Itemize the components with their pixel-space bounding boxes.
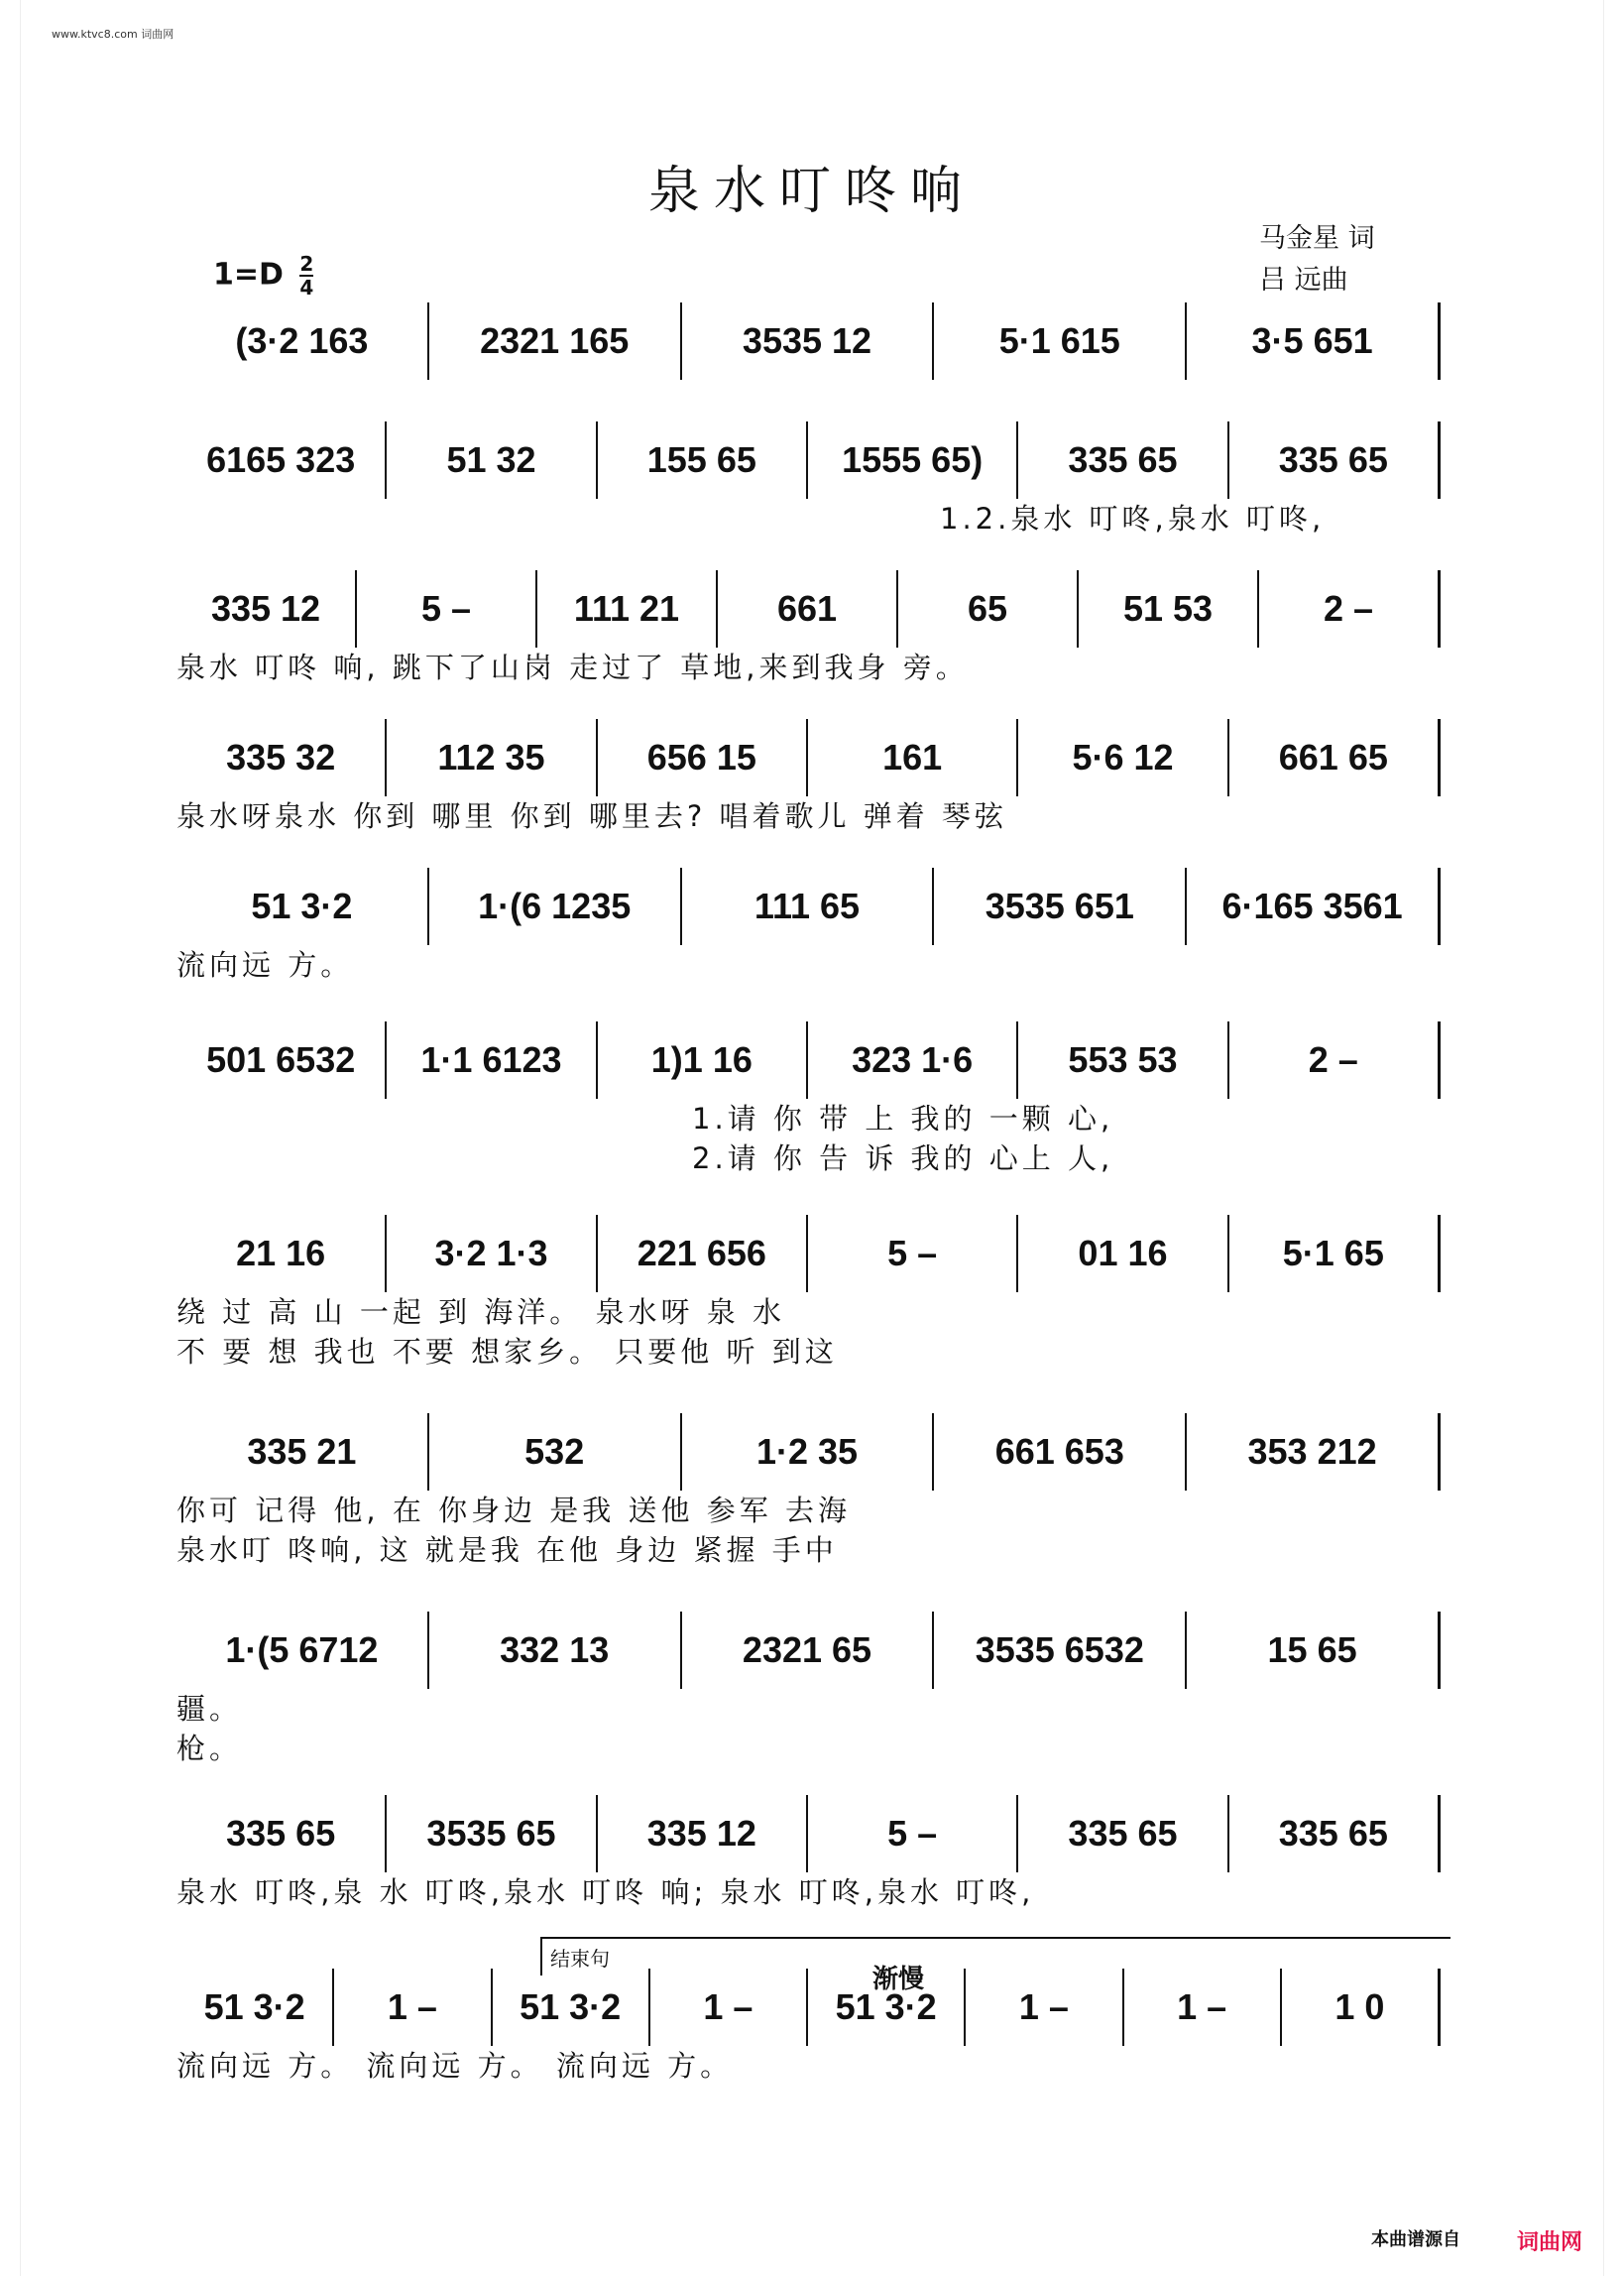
- measure: 51 3·2: [808, 1969, 966, 2046]
- time-signature: [299, 253, 313, 299]
- lyric-line: 疆。: [176, 1692, 243, 1726]
- key-label: 1=D: [213, 257, 284, 293]
- measure-line: [176, 1612, 1441, 1689]
- measure: 323 1·6: [808, 1021, 1018, 1099]
- measure-line: [176, 421, 1441, 499]
- measure: 65: [898, 570, 1079, 648]
- measure: 51 3·2: [176, 1969, 334, 2046]
- measure: 161: [808, 719, 1018, 796]
- measure: 656 15: [598, 719, 808, 796]
- score-row: [176, 1413, 1441, 1570]
- measure: 111 65: [682, 868, 935, 945]
- score-row: [176, 1612, 1441, 1768]
- score-row: [176, 1215, 1441, 1372]
- measure: 2 –: [1229, 1021, 1441, 1099]
- measure: 51 3·2: [493, 1969, 650, 2046]
- measure: 1 –: [1124, 1969, 1282, 2046]
- measure: 221 656: [598, 1215, 808, 1292]
- measure: 6·165 3561: [1187, 868, 1441, 945]
- measure: 51 3·2: [176, 868, 429, 945]
- measure: 5 –: [808, 1215, 1018, 1292]
- score-row: [176, 421, 1441, 539]
- left-margin-strip: [0, 0, 21, 2276]
- ending-label: 结束句: [540, 1937, 1450, 1976]
- measure: 3·2 1·3: [387, 1215, 597, 1292]
- measure-line: [176, 1215, 1441, 1292]
- measure: 1 0: [1282, 1969, 1441, 2046]
- right-margin-strip: [1603, 0, 1624, 2276]
- composer: 吕 远曲: [1259, 265, 1348, 296]
- measure: 332 13: [429, 1612, 682, 1689]
- measure: 532: [429, 1413, 682, 1491]
- score-row: [176, 719, 1441, 836]
- measure: 501 6532: [176, 1021, 387, 1099]
- measure-line: [176, 1795, 1441, 1872]
- measure-line: [176, 1969, 1441, 2046]
- measure: 2 –: [1259, 570, 1441, 648]
- measure: 21 16: [176, 1215, 387, 1292]
- measure: 335 12: [176, 570, 357, 648]
- measure: 1·2 35: [682, 1413, 935, 1491]
- measure: 5 –: [357, 570, 537, 648]
- measure: 3535 651: [934, 868, 1187, 945]
- measure: (3·2 163: [176, 302, 429, 380]
- measure: 335 32: [176, 719, 387, 796]
- key-signature: [213, 253, 313, 299]
- measure-line: [176, 1413, 1441, 1491]
- tempo-mark: 渐慢: [872, 1965, 925, 1994]
- measure-line: [176, 868, 1441, 945]
- measure: 15 65: [1187, 1612, 1441, 1689]
- measure: 3535 6532: [934, 1612, 1187, 1689]
- measure: 335 65: [176, 1795, 387, 1872]
- footer-source-label: 本曲谱源自: [1371, 2229, 1460, 2250]
- measure: 353 212: [1187, 1413, 1441, 1491]
- site-url: www.ktvc8.com 词曲网: [52, 28, 174, 41]
- score-row: [176, 570, 1441, 687]
- measure-line: [176, 302, 1441, 380]
- lyric-line: 流向远 方。 流向远 方。 流向远 方。: [176, 2049, 734, 2083]
- measure: 3535 12: [682, 302, 935, 380]
- measure: 553 53: [1018, 1021, 1228, 1099]
- score-row: [176, 1021, 1441, 1178]
- lyric-line: 泉水叮 咚响, 这 就是我 在他 身边 紧握 手中: [176, 1533, 838, 1567]
- measure: 1 –: [650, 1969, 808, 2046]
- measure: 3535 65: [387, 1795, 597, 1872]
- measure: 1·(6 1235: [429, 868, 682, 945]
- measure: 335 65: [1018, 421, 1228, 499]
- measure: 2321 165: [429, 302, 682, 380]
- measure: 5·1 65: [1229, 1215, 1441, 1292]
- lyric-line: 枪。: [176, 1732, 243, 1765]
- measure: 335 65: [1229, 421, 1441, 499]
- measure: 5·6 12: [1018, 719, 1228, 796]
- measure: 2321 65: [682, 1612, 935, 1689]
- measure: 661 65: [1229, 719, 1441, 796]
- measure: 1·1 6123: [387, 1021, 597, 1099]
- measure: 01 16: [1018, 1215, 1228, 1292]
- measure-line: [176, 1021, 1441, 1099]
- measure-line: [176, 719, 1441, 796]
- measure: 3·5 651: [1187, 302, 1441, 380]
- measure: 111 21: [537, 570, 718, 648]
- lyricist: 马金星 词: [1259, 223, 1375, 254]
- measure: 51 32: [387, 421, 597, 499]
- measure: 661: [718, 570, 898, 648]
- lyric-line: 你可 记得 他, 在 你身边 是我 送他 参军 去海: [176, 1494, 851, 1527]
- measure: 112 35: [387, 719, 597, 796]
- lyric-line: 绕 过 高 山 一起 到 海洋。 泉水呀 泉 水: [176, 1295, 785, 1329]
- song-title: 泉水叮咚响: [647, 162, 976, 221]
- measure: 51 53: [1079, 570, 1259, 648]
- measure: 5 –: [808, 1795, 1018, 1872]
- lyric-line: 1.2.泉水 叮咚,泉水 叮咚,: [940, 502, 1326, 536]
- score-row: [176, 1969, 1441, 2086]
- measure: 1 –: [966, 1969, 1123, 2046]
- measure: 5·1 615: [934, 302, 1187, 380]
- score-row: [176, 1795, 1441, 1912]
- measure: 1)1 16: [598, 1021, 808, 1099]
- lyric-line: 泉水 叮咚 响, 跳下了山岗 走过了 草地,来到我身 旁。: [176, 651, 969, 684]
- lyric-line: 泉水 叮咚,泉 水 叮咚,泉水 叮咚 响; 泉水 叮咚,泉水 叮咚,: [176, 1875, 1035, 1909]
- time-bottom: 4: [299, 276, 314, 299]
- time-top: 2: [299, 252, 314, 276]
- lyric-line: 1.请 你 带 上 我的 一颗 心,: [692, 1102, 1114, 1136]
- measure: 335 65: [1229, 1795, 1441, 1872]
- measure: 1 –: [334, 1969, 492, 2046]
- measure-line: [176, 570, 1441, 648]
- measure: 6165 323: [176, 421, 387, 499]
- lyric-line: 泉水呀泉水 你到 哪里 你到 哪里去? 唱着歌儿 弹着 琴弦: [176, 799, 1007, 833]
- measure: 335 65: [1018, 1795, 1228, 1872]
- score-row: [176, 302, 1441, 380]
- footer-logo: 词曲网: [1516, 2230, 1582, 2255]
- score-row: [176, 868, 1441, 985]
- credits: [1259, 218, 1375, 301]
- measure: 335 21: [176, 1413, 429, 1491]
- lyric-line: 不 要 想 我也 不要 想家乡。 只要他 听 到这: [176, 1335, 838, 1369]
- lyric-line: 流向远 方。: [176, 948, 354, 982]
- measure: 1·(5 6712: [176, 1612, 429, 1689]
- measure: 661 653: [934, 1413, 1187, 1491]
- measure: 1555 65): [808, 421, 1018, 499]
- measure: 155 65: [598, 421, 808, 499]
- lyric-line: 2.请 你 告 诉 我的 心上 人,: [692, 1141, 1114, 1175]
- measure: 335 12: [598, 1795, 808, 1872]
